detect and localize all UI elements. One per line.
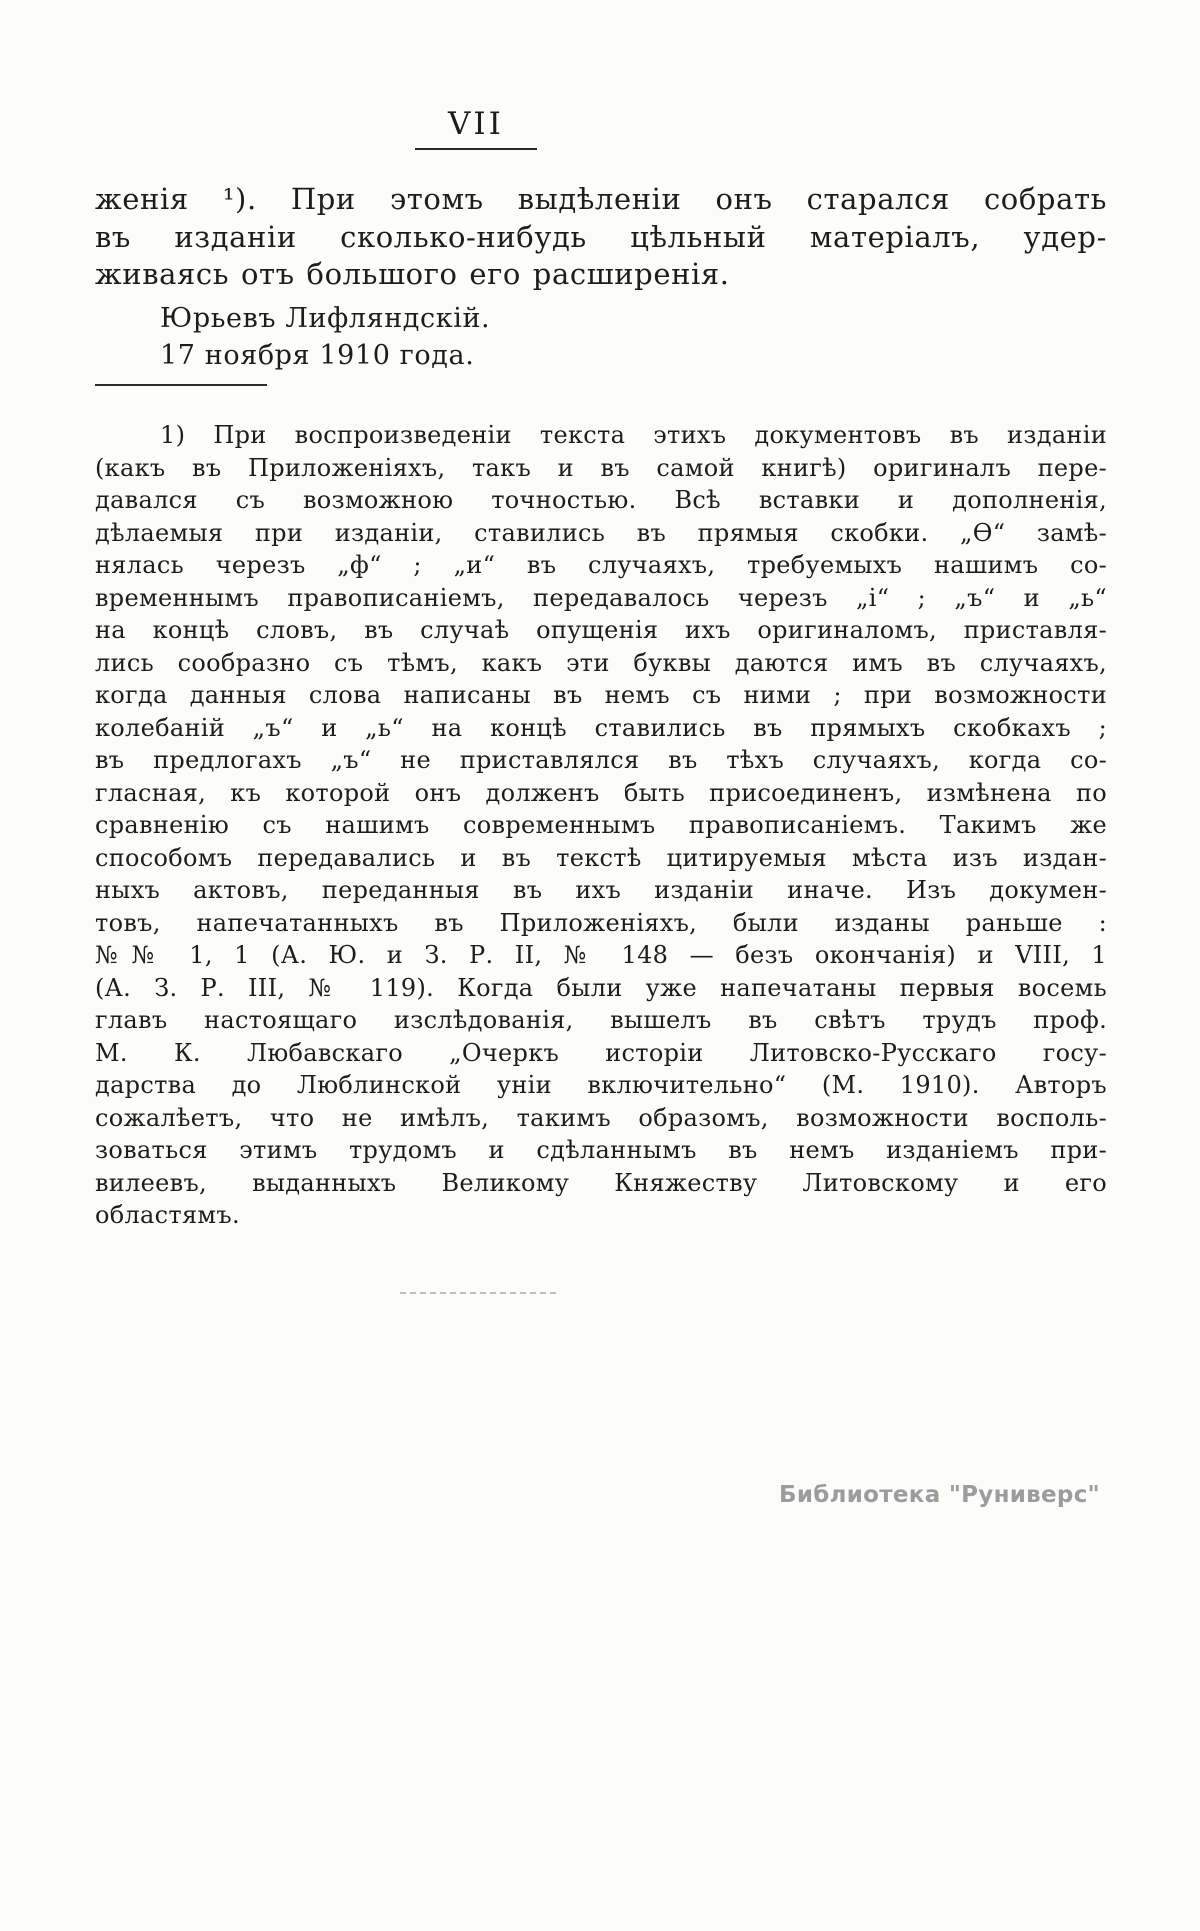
- footnote-text: [95, 419, 1107, 1232]
- text-line: когда данныя слова написаны въ немъ съ ними ; при возможности: [95, 681, 1107, 709]
- text-line: (А. З. Р. III, № 119). Когда были уже напечатаны первыя восемь: [95, 973, 1107, 1002]
- page-header: [356, 106, 596, 150]
- text-line: на концѣ словъ, въ случаѣ опущенія ихъ оригиналомъ, приставля-: [95, 616, 1107, 644]
- text-line: главъ настоящаго изслѣдованія, вышелъ въ свѣтъ трудъ проф.: [95, 1006, 1107, 1034]
- text-line: лись сообразно съ тѣмъ, какъ эти буквы даются имъ въ случаяхъ,: [95, 648, 1107, 677]
- text-line: №№ 1, 1 (А. Ю. и З. Р. II, № 148 — безъ окончанія) и VIII, 1: [95, 941, 1107, 969]
- text-line: (какъ въ Приложеніяхъ, такъ и въ самой книгѣ) оригиналъ пере-: [95, 453, 1107, 482]
- text-line: давался съ возможною точностью. Всѣ вставки и дополненія,: [95, 486, 1107, 514]
- text-line: 1) При воспроизведеніи текста этихъ документовъ въ изданіи: [160, 421, 1107, 449]
- signature-place: Юрьевъ Лифляндскій.: [160, 303, 491, 334]
- page-number-underline: [415, 148, 537, 150]
- text-line: колебаній „ъ“ и „ь“ на концѣ ставились въ прямыхъ скобкахъ ;: [95, 713, 1107, 742]
- text-line: ныхъ актовъ, переданныя въ ихъ изданіи иначе. Изъ докумен-: [95, 876, 1107, 904]
- text-line: товъ, напечатанныхъ въ Приложеніяхъ, были изданы раньше :: [95, 908, 1107, 937]
- page-number: VII: [448, 106, 504, 142]
- text-line: способомъ передавались и въ текстѣ цитируемыя мѣста изъ издан-: [95, 843, 1107, 872]
- signature-block: [160, 300, 490, 374]
- text-line: въ изданіи сколько-нибудь цѣльный матеріалъ, удер-: [95, 219, 1107, 254]
- text-line: зоваться этимъ трудомъ и сдѣланнымъ въ немъ изданіемъ при-: [95, 1136, 1107, 1164]
- text-line: временнымъ правописаніемъ, передавалось черезъ „і“ ; „ъ“ и „ь“: [95, 583, 1107, 612]
- text-line: живаясь отъ большого его расширенія.: [95, 257, 730, 291]
- text-line: женія ¹). При этомъ выдѣленіи онъ старался собрать: [95, 182, 1107, 216]
- text-line: вилеевъ, выданныхъ Великому Княжеству Литовскому и его: [95, 1168, 1107, 1197]
- text-line: гласная, къ которой онъ долженъ быть присоединенъ, измѣнена по: [95, 778, 1107, 807]
- library-watermark: Библиотека "Руниверс": [779, 1482, 1100, 1508]
- text-line: сожалѣетъ, что не имѣлъ, такимъ образомъ, возможности восполь-: [95, 1103, 1107, 1132]
- signature-date: 17 ноября 1910 года.: [160, 340, 475, 371]
- text-line: сравненію съ нашимъ современнымъ правописаніемъ. Такимъ же: [95, 811, 1107, 839]
- main-paragraph: [95, 181, 1107, 294]
- end-ornament-rule: [400, 1292, 556, 1294]
- footnote-separator-rule: [95, 384, 267, 386]
- text-line: М. К. Любавскаго „Очеркъ исторіи Литовско-Русскаго госу-: [95, 1038, 1107, 1067]
- text-line: дарства до Люблинской уніи включительно“ (М. 1910). Авторъ: [95, 1071, 1107, 1099]
- text-line: нялась черезъ „ф“ ; „и“ въ случаяхъ, требуемыхъ нашимъ со-: [95, 551, 1107, 579]
- text-line: дѣлаемыя при изданіи, ставились въ прямыя скобки. „Ѳ“ замѣ-: [95, 518, 1107, 547]
- text-line: въ предлогахъ „ъ“ не приставлялся въ тѣхъ случаяхъ, когда со-: [95, 746, 1107, 774]
- text-line: областямъ.: [95, 1201, 240, 1229]
